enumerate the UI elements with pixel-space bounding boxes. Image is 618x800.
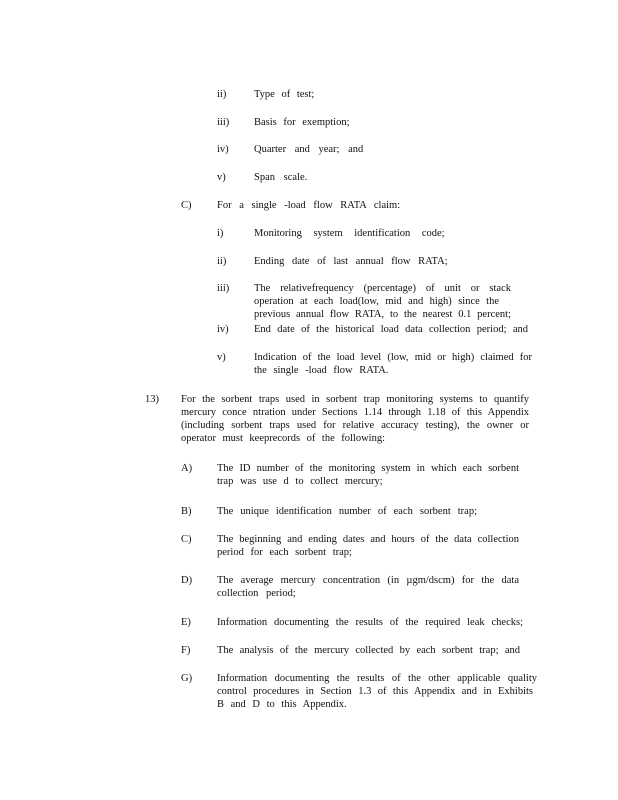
item-label: iii) [217, 117, 230, 128]
item-text-line: The average mercury concentration (in µgm/dscm) for the data [217, 575, 519, 586]
paragraph-line: (including sorbent traps used for relative accuracy testing), the owner or [181, 420, 529, 431]
section-label: C) [181, 200, 192, 211]
item-text-line: The beginning and ending dates and hours of the data collection [217, 534, 519, 545]
item-label: v) [217, 352, 226, 363]
item-label: ii) [217, 89, 227, 100]
item-text: End date of the historical load data collection period; and [254, 324, 528, 335]
item-label: D) [181, 575, 193, 586]
item-text: Span scale. [254, 172, 308, 183]
item-label: ii) [217, 256, 227, 267]
item-label: G) [181, 673, 193, 684]
item-text-line: The ID number of the monitoring system in which each sorbent [217, 463, 519, 474]
paragraph-label: 13) [145, 394, 159, 405]
item-label: E) [181, 617, 191, 628]
item-text: The unique identification number of each sorbent trap; [217, 506, 477, 517]
item-text-line: operation at each load(low, mid and high) since the [254, 296, 499, 307]
item-text: The analysis of the mercury collected by each sorbent trap; and [217, 645, 520, 656]
item-text: Type of test; [254, 89, 315, 100]
item-text: Ending date of last annual flow RATA; [254, 256, 448, 267]
item-label: B) [181, 506, 192, 517]
item-label: iv) [217, 144, 229, 155]
item-text-line: control procedures in Section 1.3 of this Appendix and in Exhibits [217, 686, 533, 697]
item-text-line: trap was use d to collect mercury; [217, 476, 383, 487]
section-heading: For a single -load flow RATA claim: [217, 200, 401, 211]
item-label: v) [217, 172, 226, 183]
item-label: A) [181, 463, 193, 474]
item-label: C) [181, 534, 192, 545]
item-text-line: Indication of the load level (low, mid or high) claimed for [254, 352, 532, 363]
item-text-line: collection period; [217, 588, 296, 599]
item-text-line: B and D to this Appendix. [217, 699, 347, 710]
item-label: iii) [217, 283, 230, 294]
item-label: iv) [217, 324, 229, 335]
item-text-line: period for each sorbent trap; [217, 547, 352, 558]
paragraph-line: mercury conce ntration under Sections 1.14 through 1.18 of this Appendix [181, 407, 529, 418]
paragraph-line: For the sorbent traps used in sorbent trap monitoring systems to quantify [181, 394, 529, 405]
item-text: Information documenting the results of the required leak checks; [217, 617, 523, 628]
item-label: F) [181, 645, 191, 656]
item-text-line: the single -load flow RATA. [254, 365, 389, 376]
item-text: Basis for exemption; [254, 117, 350, 128]
item-text-line: The relativefrequency (percentage) of unit or stack [254, 283, 511, 294]
item-text-line: previous annual flow RATA, to the nearest 0.1 percent; [254, 309, 511, 320]
paragraph-line: operator must keeprecords of the following: [181, 433, 385, 444]
item-text-line: Information documenting the results of the other applicable quality [217, 673, 537, 684]
item-label: i) [217, 228, 224, 239]
item-text: Quarter and year; and [254, 144, 364, 155]
item-text: Monitoring system identification code; [254, 228, 445, 239]
